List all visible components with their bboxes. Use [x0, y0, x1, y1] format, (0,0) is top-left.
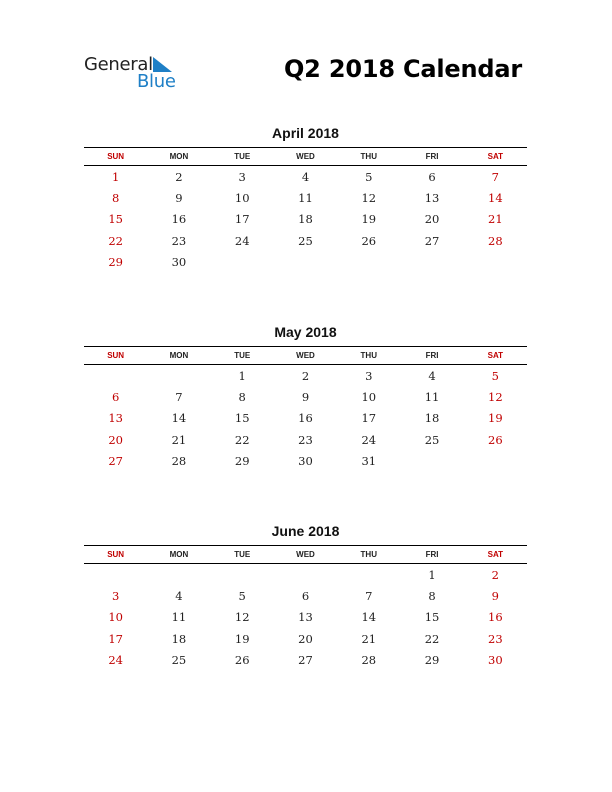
- day-cell: 22: [234, 432, 250, 447]
- weekday-header: WED: [296, 351, 315, 360]
- day-cell: 19: [361, 212, 377, 227]
- weekday-header: THU: [360, 351, 377, 360]
- day-cell: 6: [111, 389, 120, 404]
- weekday-header: FRI: [425, 152, 439, 161]
- day-cell: 10: [234, 190, 250, 205]
- day-cell: 20: [424, 212, 440, 227]
- day-cell: 16: [488, 610, 503, 625]
- weekday-header: TUE: [234, 351, 251, 360]
- day-cell: 2: [491, 567, 499, 582]
- day-cell: 9: [301, 389, 310, 404]
- weekday-header-row: [84, 545, 527, 564]
- day-cell: 13: [108, 411, 123, 426]
- weekday-header-row: [84, 147, 527, 166]
- week-row: [84, 166, 527, 187]
- day-cell: 11: [424, 389, 440, 404]
- day-cell: 12: [361, 190, 377, 205]
- day-cell: 30: [171, 254, 187, 269]
- day-cell: 29: [234, 453, 250, 468]
- day-cell: 10: [361, 389, 377, 404]
- day-cell: 28: [171, 453, 187, 468]
- page-title: Q2 2018 Calendar: [283, 55, 522, 83]
- day-cell: 16: [298, 411, 313, 426]
- day-cell: 24: [361, 432, 377, 447]
- weekday-header: THU: [360, 152, 377, 161]
- day-cell: 17: [361, 411, 377, 426]
- week-row: [84, 365, 527, 386]
- day-cell: 8: [111, 190, 120, 205]
- weekday-header: TUE: [234, 152, 251, 161]
- day-cell: 2: [175, 169, 183, 184]
- day-cell: 29: [424, 652, 440, 667]
- month-title: April 2018: [272, 125, 339, 141]
- day-cell: 1: [111, 169, 120, 184]
- weekday-header: SAT: [487, 550, 504, 559]
- day-cell: 11: [171, 610, 187, 625]
- day-cell: 12: [488, 389, 503, 404]
- day-cell: 20: [298, 631, 313, 646]
- weekday-header: SUN: [107, 550, 125, 559]
- weekday-header: FRI: [425, 351, 439, 360]
- day-cell: 21: [171, 432, 187, 447]
- weekday-header: SUN: [107, 351, 125, 360]
- day-cell: 24: [108, 652, 123, 667]
- day-cell: 22: [424, 631, 440, 646]
- day-cell: 26: [488, 432, 503, 447]
- week-row: [84, 585, 527, 606]
- weekday-header-row: [84, 346, 527, 365]
- day-cell: 30: [298, 453, 313, 468]
- week-row: [84, 230, 527, 251]
- day-cell: 10: [108, 610, 123, 625]
- day-cell: 17: [108, 631, 123, 646]
- week-row: [84, 450, 527, 471]
- day-cell: 14: [361, 610, 377, 625]
- day-cell: 9: [175, 190, 183, 205]
- day-cell: 30: [488, 652, 503, 667]
- day-cell: 17: [234, 212, 250, 227]
- day-cell: 13: [424, 190, 440, 205]
- day-cell: 11: [298, 190, 313, 205]
- weekday-header: THU: [360, 550, 377, 559]
- day-cell: 3: [365, 368, 373, 383]
- day-cell: 3: [238, 169, 246, 184]
- week-row: [84, 251, 527, 272]
- day-cell: 6: [301, 588, 310, 603]
- day-cell: 6: [428, 169, 436, 184]
- day-cell: 21: [361, 631, 377, 646]
- weekday-header: MON: [169, 550, 189, 559]
- weekday-header: SAT: [487, 152, 504, 161]
- day-cell: 9: [491, 588, 499, 603]
- day-cell: 16: [171, 212, 187, 227]
- day-cell: 12: [234, 610, 250, 625]
- weekday-header: WED: [296, 152, 315, 161]
- month-block: [84, 322, 527, 471]
- weekday-header: TUE: [234, 550, 251, 559]
- day-cell: 18: [424, 411, 440, 426]
- day-cell: 26: [361, 233, 377, 248]
- day-cell: 29: [108, 254, 123, 269]
- day-cell: 1: [238, 368, 246, 383]
- day-cell: 21: [488, 212, 503, 227]
- day-cell: 15: [234, 411, 250, 426]
- day-cell: 23: [171, 233, 187, 248]
- weekday-header: FRI: [425, 550, 439, 559]
- day-cell: 27: [108, 453, 123, 468]
- month-block: [84, 521, 527, 670]
- day-cell: 20: [108, 432, 123, 447]
- day-cell: 25: [171, 652, 187, 667]
- week-row: [84, 607, 527, 628]
- day-cell: 8: [428, 588, 436, 603]
- logo-triangle-icon: [153, 57, 172, 72]
- day-cell: 28: [488, 233, 503, 248]
- week-row: [84, 564, 527, 585]
- day-cell: 15: [424, 610, 440, 625]
- day-cell: 13: [298, 610, 313, 625]
- week-row: [84, 386, 527, 407]
- logo-text-blue: Blue: [137, 71, 176, 92]
- logo-text-general: General: [84, 54, 153, 75]
- month-title: June 2018: [271, 523, 340, 539]
- weekday-header: MON: [169, 152, 189, 161]
- day-cell: 4: [175, 588, 183, 603]
- day-cell: 3: [111, 588, 120, 603]
- day-cell: 25: [298, 233, 313, 248]
- day-cell: 22: [108, 233, 123, 248]
- month-block: [84, 123, 527, 272]
- day-cell: 7: [491, 169, 499, 184]
- week-row: [84, 408, 527, 429]
- day-cell: 23: [298, 432, 313, 447]
- day-cell: 28: [361, 652, 377, 667]
- day-cell: 14: [171, 411, 187, 426]
- weekday-header: SUN: [107, 152, 125, 161]
- logo: [84, 54, 184, 94]
- week-row: [84, 209, 527, 230]
- day-cell: 19: [488, 411, 503, 426]
- day-cell: 8: [238, 389, 246, 404]
- weekday-header: WED: [296, 550, 315, 559]
- day-cell: 27: [298, 652, 313, 667]
- day-cell: 4: [301, 169, 310, 184]
- weekday-header: MON: [169, 351, 189, 360]
- day-cell: 19: [234, 631, 250, 646]
- day-cell: 15: [108, 212, 123, 227]
- week-row: [84, 187, 527, 208]
- day-cell: 7: [365, 588, 373, 603]
- day-cell: 7: [175, 389, 183, 404]
- week-row: [84, 429, 527, 450]
- week-row: [84, 628, 527, 649]
- day-cell: 25: [424, 432, 440, 447]
- day-cell: 27: [424, 233, 440, 248]
- week-row: [84, 649, 527, 670]
- day-cell: 24: [234, 233, 250, 248]
- day-cell: 23: [488, 631, 503, 646]
- weekday-header: SAT: [487, 351, 504, 360]
- day-cell: 5: [365, 169, 373, 184]
- day-cell: 5: [238, 588, 246, 603]
- day-cell: 18: [171, 631, 187, 646]
- day-cell: 31: [361, 453, 377, 468]
- month-title: May 2018: [274, 324, 337, 340]
- day-cell: 18: [298, 212, 313, 227]
- day-cell: 4: [428, 368, 436, 383]
- day-cell: 14: [488, 190, 503, 205]
- day-cell: 26: [234, 652, 250, 667]
- day-cell: 5: [491, 368, 499, 383]
- day-cell: 2: [301, 368, 310, 383]
- day-cell: 1: [428, 567, 436, 582]
